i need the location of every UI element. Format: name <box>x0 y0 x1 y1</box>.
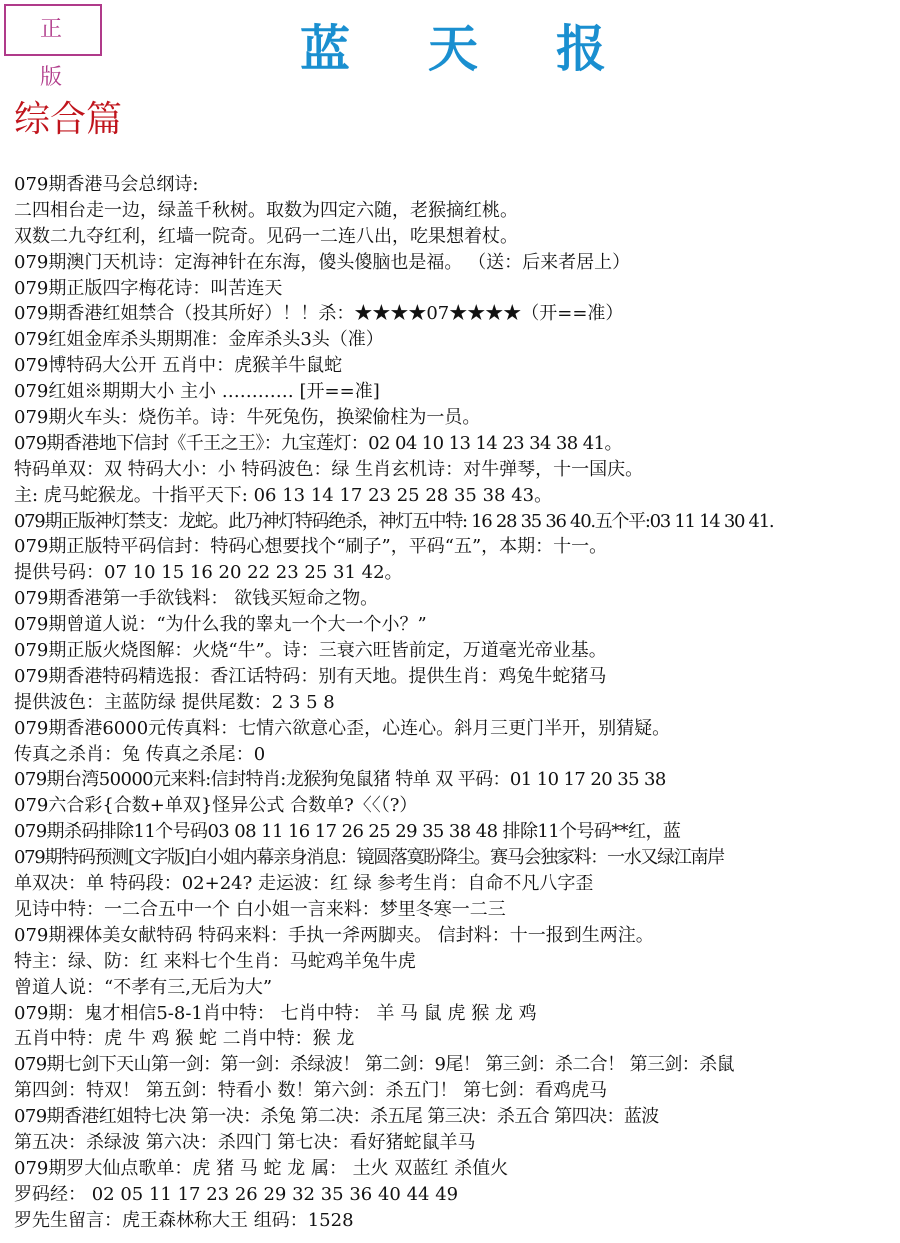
text-line-12: 特码单双：双 特码大小：小 特码波色：绿 生肖玄机诗：对牛弹琴，十一国庆。 <box>14 458 644 480</box>
text-line-37: 079期香港红姐特七决 第一决：杀兔 第二决：杀五尾 第三决：杀五合 第四决：蓝波 <box>14 1106 659 1128</box>
text-line-1: 079期香港马会总纲诗: <box>14 174 199 195</box>
text-line-27: 079期特码预测[文字版]白小姐内幕亲身消息：镜圆落寞盼降尘。赛马会独家料：一水又绿江南岸 <box>14 847 724 869</box>
text-line-14: 079期正版神灯禁支：龙蛇。此乃神灯特码绝杀，神灯五中特: 16 28 35 36 40.五个平:03 11 14 30 41. <box>14 510 774 532</box>
text-line-3: 双数二九夺红利，红墙一院奇。见码一二连八出，吃果想着杖。 <box>14 225 518 247</box>
newspaper-title: 蓝天报 <box>300 19 684 78</box>
text-line-35: 079期七剑下天山第一剑：第一剑：杀绿波！ 第二剑：9尾！ 第三剑：杀二合！ 第三剑：杀鼠 <box>14 1054 734 1076</box>
text-line-16: 提供号码：07 10 15 16 20 22 23 25 31 42。 <box>14 562 403 584</box>
text-line-40: 罗码经： 02 05 11 17 23 26 29 32 35 36 40 44 49 <box>14 1183 459 1205</box>
section-title: 综合篇 <box>14 99 123 140</box>
text-line-39: 079期罗大仙点歌单：虎 猪 马 蛇 龙 属： 土火 双蓝红 杀值火 <box>14 1157 509 1179</box>
text-line-6: 079期香港红姐禁合（投其所好）！！杀：★★★★07★★★★（开==准） <box>14 303 624 325</box>
text-line-8: 079博特码大公开 五肖中：虎猴羊牛鼠蛇 <box>14 355 343 377</box>
text-line-24: 079期台湾50000元来料:信封特肖:龙猴狗兔鼠猪 特单 双 平码：01 10 17 20 35 38 <box>14 769 666 791</box>
text-line-36: 第四剑：特双！ 第五剑：特看小 数！第六剑：杀五门！ 第七剑：看鸡虎马 <box>14 1080 608 1102</box>
text-line-13: 主: 虎马蛇猴龙。十指平天下: 06 13 14 17 23 25 28 35 38 43。 <box>14 484 553 506</box>
text-line-21: 提供波色：主蓝防绿 提供尾数：2 3 5 8 <box>14 691 335 713</box>
text-line-23: 传真之杀肖：兔 传真之杀尾：0 <box>14 743 266 765</box>
text-line-33: 079期：鬼才相信5-8-1肖中特： 七肖中特： 羊 马 鼠 虎 猴 龙 鸡 <box>14 1002 537 1024</box>
text-line-38: 第五决：杀绿波 第六决：杀四门 第七决：看好猪蛇鼠羊马 <box>14 1131 476 1153</box>
text-line-11: 079期香港地下信封《千王之王》：九宝莲灯：02 04 10 13 14 23 34 38 41。 <box>14 432 622 454</box>
text-line-22: 079期香港6000元传真料：七情六欲意心歪，心连心。斜月三更门半开，别猜疑。 <box>14 717 671 739</box>
text-line-41: 罗先生留言：虎王森林称大王 组码：1528 <box>14 1209 354 1231</box>
text-line-15: 079期正版特平码信封：特码心想要找个“刷子”，平码“五”，本期：十一。 <box>14 536 608 558</box>
text-line-28: 单双决：单 特码段：02+24? 走运波：红 绿 参考生肖：自命不凡八字歪 <box>14 873 594 895</box>
text-line-20: 079期香港特码精选报：香江话特码：别有天地。提供生肖：鸡兔牛蛇猪马 <box>14 665 607 687</box>
text-line-18: 079期曾道人说：“为什么我的睾丸一个大一个小？” <box>14 614 427 636</box>
text-line-34: 五肖中特：虎 牛 鸡 猴 蛇 二肖中特：猴 龙 <box>14 1028 355 1050</box>
text-line-32: 曾道人说：“不孝有三,无后为大” <box>14 976 273 998</box>
text-line-19: 079期正版火烧图解：火烧“牛”。诗：三衰六旺皆前定，万道毫光帝业基。 <box>14 640 607 662</box>
text-line-31: 特主：绿、防：红 来料七个生肖：马蛇鸡羊兔牛虎 <box>14 950 416 972</box>
text-line-25: 079六合彩{合数+单双}怪异公式 合数单?〈〈（?） <box>14 795 418 817</box>
text-line-5: 079期正版四字梅花诗：叫苦连天 <box>14 277 283 299</box>
text-line-10: 079期火车头：烧伤羊。诗：牛死兔伤，换梁偷柱为一员。 <box>14 407 481 429</box>
text-line-17: 079期香港第一手欲钱料： 欲钱买短命之物。 <box>14 588 379 610</box>
text-line-2: 二四相台走一边，绿盖千秋树。取数为四定六随，老猴摘红桃。 <box>14 199 518 221</box>
text-line-30: 079期裸体美女献特码 特码来料：手执一斧两脚夹。 信封料：十一报到生两注。 <box>14 924 654 946</box>
text-line-29: 见诗中特：一二合五中一个 白小姐一言来料：梦里冬寒一二三 <box>14 898 506 920</box>
text-line-7: 079红姐金库杀头期期准：金库杀头3头（准） <box>14 329 384 351</box>
article-body <box>14 172 898 1234</box>
edition-badge: 正 版 <box>4 4 102 56</box>
text-line-9: 079红姐※期期大小 主小 ………… [开==准] <box>14 381 380 403</box>
text-line-26: 079期杀码排除11个号码03 08 11 16 17 26 25 29 35 38 48 排除11个号码**红，蓝 <box>14 821 681 843</box>
text-line-4: 079期澳门天机诗：定海神针在东海，傻头傻脑也是福。 （送：后来者居上） <box>14 251 631 273</box>
